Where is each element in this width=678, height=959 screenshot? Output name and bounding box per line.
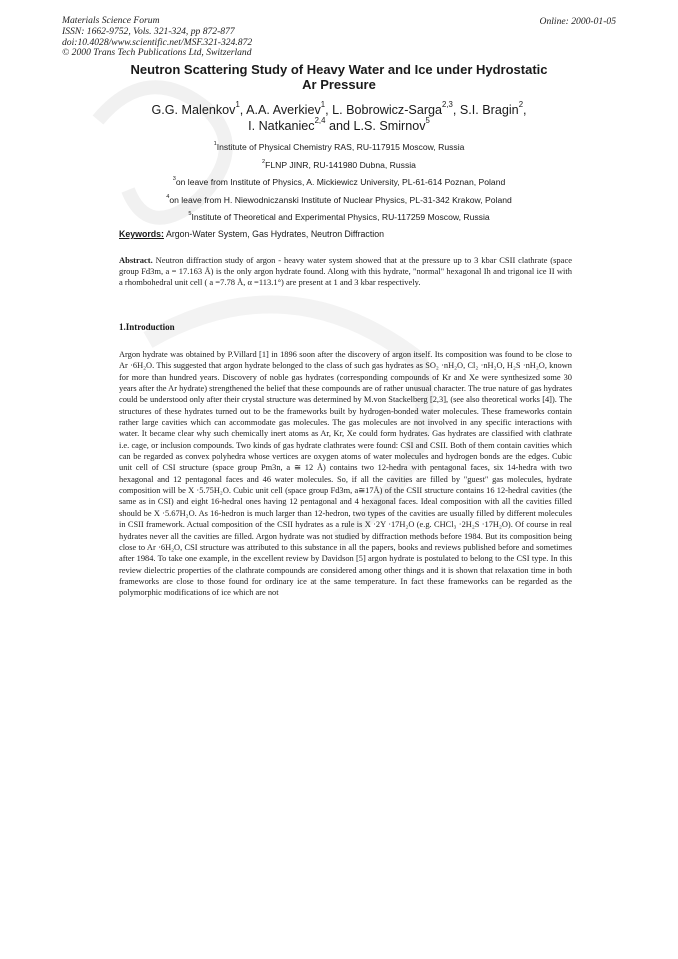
abstract-label: Abstract.: [119, 255, 153, 265]
affiliation-number: 3: [172, 176, 176, 183]
keywords-label: Keywords:: [119, 229, 164, 239]
journal-name: Materials Science Forum: [62, 15, 160, 26]
affiliation-item: [60, 139, 618, 157]
author-list: G.G. Malenkov$^1$, A.A. Averkiev$^1$, L. Bobrowicz-Sarga$^{2,3}$, S.I. Bragin$^2$, I. Natkaniec$^{2,4}$ and L.S. Smirnov$^5$: [151, 100, 527, 133]
author-affiliation-marker: 5: [425, 116, 430, 126]
title-line-1: Neutron Scattering Study of Heavy Water and Ice under Hydrostatic: [130, 62, 548, 77]
keywords-line: [119, 229, 384, 239]
affiliation-text: on leave from Institute of Physics, A. Mickiewicz University, PL-61-614 Poznan, Poland: [175, 177, 506, 187]
author-name: S.I. Bragin: [459, 103, 519, 117]
author-conjunction: and: [328, 119, 350, 133]
author-name: A.A. Averkiev: [246, 103, 321, 117]
author-affiliation-marker: 2,4: [314, 116, 326, 126]
abstract-text: Neutron diffraction study of argon - heavy water system showed that at the pressure up to 3 kbar CSII clathrate (space group Fd3m, a = 17.163 Å) is the only argon hydrate found. Along with this hydrate, "normal" hexagonal Ih and trigonal ice II with a rhombohedral unit cell ( a =7.78 Å, α =113.1°) are present at 1 and 3 kbar respectively.: [119, 255, 572, 288]
affiliation-text: Institute of Theoretical and Experimental Physics, RU-117259 Moscow, Russia: [191, 212, 490, 222]
affiliation-text: Institute of Physical Chemistry RAS, RU-117915 Moscow, Russia: [216, 142, 465, 152]
introduction-body: Argon hydrate was obtained by P.Villard [1] in 1896 soon after the discovery of argon itself. Its composition was found to be close to Ar ·6H₂O. This suggested that argon hydrate belonged to the class of such gas hydrates as SO₂ ·nH₂O, Cl₂ ·nH₂O, H₂S ·nH₂O, known for more than hundred years. Discovery of noble gas hydrates (corresponding compounds of Kr and Xe were synthesized some 30 years after the Ar hydrate) strengthened the belief that these compounds are of rather unusual character. The true nature of gas hydrates could be understood only after their crystal structure was determined by M.von Stackelberg [2,3], (see also theoretical works [4]). The structures of these hydrates turned out to be the frameworks built by hydrogen-bonded water molecules. These frameworks contain rather large cavities which can accommodate gas molecules. The gas molecules are not involved in any specific interactions with water. It became clear why such chemically inert atoms as Ar, Kr, Xe could form hydrates. Gas hydrates are classified with clathrate i.e. cage, or inclusion compounds. Two kinds of gas hydrate clathrates were found: CSI and CSII. Both of them contain cavities which can be regarded as convex polyhedra whose vertices are oxygen atoms of water molecules and hydrogen bonds are the edges. Cubic unit cell of CSI structure (space group Pm3n, a ≅ 12 Å) contains two 12-hedra with pentagonal faces, six 14-hedra with two hexagonal and 12 pentagonal faces and 46 water molecules. So, if all the cavities are filled by "guest" gas molecules, hydrate composition will be X ·5.75H₂O. Cubic unit cell (space group Fd3m, a≅17Å) of the CSII structure contains 16 12-hedral cavities (the same as in CSI) and eight 16-hedral ones having 12 pentagonal and 4 hexagonal faces. Ideal composition with all the cavities filled should be X ·5.67H₂O. As 16-hedron is much larger than 12-hedron, two types of the cavities are usually filled by different molecules in CSII framework. Actual composition of the CSII hydrates as a rule is X ·2Y ·17H₂O (e.g. CHCl₃ ·2H₂S ·17H₂O). Of course in real hydrates never all the cavities are filled. Argon hydrate was not studied by diffraction methods before 1984. But its composition being close to Ar ·6H₂O, CSI structure was attributed to this substance in all the papers, books and reviews published before and sometimes after 1984. To take one example, in the excellent review by Davidson [5] argon hydrate is postulated to belong to the CSI type. In this review dielectric properties of the clathrate compounds are considered among other things and it is shown that relaxation time in both frameworks are close to those found for ordinary ice at the same temperature. In fact these frameworks can be regarded as the polymorphic modifications of ice which are not: [119, 350, 572, 598]
doi-line[interactable]: doi:10.4028/www.scientific.net/MSF.321-324.872: [62, 36, 253, 48]
abstract: [119, 255, 572, 289]
affiliations: [60, 139, 618, 227]
online-date: Online: 2000-01-05: [539, 16, 616, 27]
author-name: L. Bobrowicz-Sarga: [332, 103, 443, 117]
affiliation-number: 1: [213, 141, 217, 148]
affiliation-number: 4: [166, 193, 170, 200]
paper-title: [60, 62, 618, 92]
journal-header: [62, 16, 252, 59]
affiliation-item: [60, 192, 618, 210]
affiliation-number: 5: [188, 211, 192, 218]
title-line-2: Ar Pressure: [302, 77, 376, 92]
affiliation-number: 2: [262, 158, 266, 165]
author-affiliation-marker: 2: [518, 100, 524, 110]
keywords-text: Argon-Water System, Gas Hydrates, Neutron Diffraction: [165, 229, 384, 239]
affiliation-text: on leave from H. Niewodniczanski Institute of Nuclear Physics, PL-31-342 Krakow, Poland: [169, 194, 512, 205]
section-heading-introduction: 1.Introduction: [119, 322, 175, 332]
author-name: G.G. Malenkov: [151, 103, 236, 117]
author-affiliation-marker: 1: [320, 100, 326, 110]
affiliation-item: [60, 209, 618, 227]
author-name: I. Natkaniec: [248, 119, 315, 133]
author-affiliation-marker: 2,3: [442, 100, 453, 110]
affiliation-item: [60, 174, 618, 192]
affiliation-text: FLNP JINR, RU-141980 Dubna, Russia: [265, 159, 416, 170]
copyright-line: © 2000 Trans Tech Publications Ltd, Switzerland: [62, 47, 252, 59]
author-affiliation-marker: 1: [235, 100, 240, 110]
author-name: L.S. Smirnov: [353, 119, 426, 133]
issn-line: ISSN: 1662-9752, Vols. 321-324, pp 872-877: [62, 25, 235, 37]
affiliation-item: [60, 157, 618, 175]
